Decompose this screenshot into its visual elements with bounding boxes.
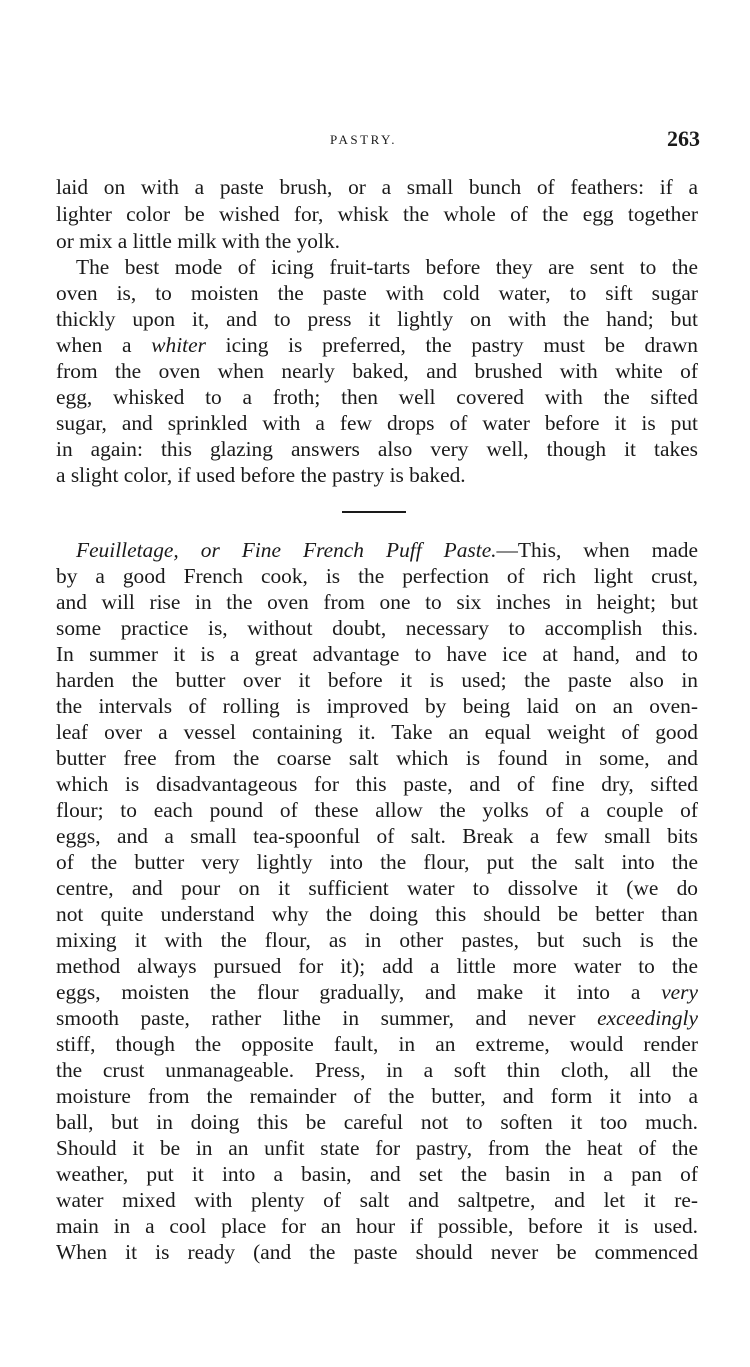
text-segment: smooth paste, rather lithe in summer, and never (56, 1006, 598, 1030)
text-line: Should it be in an unfit state for pastry, from the heat of the (56, 1136, 698, 1160)
text-line: water mixed with plenty of salt and saltpetre, and let it re- (56, 1188, 698, 1212)
text-line: butter free from the coarse salt which is found in some, and (56, 746, 698, 770)
text-line-with-italic (56, 1005, 698, 1031)
text-line: lighter color be wished for, whisk the whole of the egg together (56, 202, 698, 226)
text-line: or mix a little milk with the yolk. (56, 229, 340, 253)
text-line: by a good French cook, is the perfection of rich light crust, (56, 564, 698, 588)
text-line: When it is ready (and the paste should never be commenced (56, 1240, 698, 1264)
text-line: a slight color, if used before the pastry is baked. (56, 463, 466, 487)
text-line: leaf over a vessel containing it. Take an equal weight of good (56, 720, 698, 744)
text-line: and will rise in the oven from one to six inches in height; but (56, 590, 698, 614)
text-line: ball, but in doing this be careful not to soften it too much. (56, 1110, 698, 1134)
text-line: mixing it with the flour, as in other pastes, but such is the (56, 928, 698, 952)
text-line: from the oven when nearly baked, and brushed with white of (56, 359, 698, 383)
text-line: the crust unmanageable. Press, in a soft thin cloth, all the (56, 1058, 698, 1082)
text-segment: —This, when made (496, 538, 698, 562)
text-line-with-title (76, 537, 698, 563)
text-line: weather, put it into a basin, and set the basin in a pan of (56, 1162, 698, 1186)
text-line: of the butter very lightly into the flour, put the salt into the (56, 850, 698, 874)
section-divider (342, 511, 406, 513)
italic-word: whiter (151, 333, 206, 357)
text-line: eggs, and a small tea-spoonful of salt. Break a few small bits (56, 824, 698, 848)
text-line: sugar, and sprinkled with a few drops of water before it is put (56, 411, 698, 435)
text-line: oven is, to moisten the paste with cold water, to sift sugar (56, 281, 698, 305)
text-line: thickly upon it, and to press it lightly on with the hand; but (56, 307, 698, 331)
text-line: In summer it is a great advantage to have ice at hand, and to (56, 642, 698, 666)
text-line: in again: this glazing answers also very well, though it takes (56, 437, 698, 461)
text-line: stiff, though the opposite fault, in an extreme, would render (56, 1032, 698, 1056)
text-line: harden the butter over it before it is used; the paste also in (56, 668, 698, 692)
running-title: PASTRY. (330, 132, 398, 147)
text-line: flour; to each pound of these allow the yolks of a couple of (56, 798, 698, 822)
text-line: not quite understand why the doing this should be better than (56, 902, 698, 926)
text-line: some practice is, without doubt, necessary to accomplish this. (56, 616, 698, 640)
text-line: the intervals of rolling is improved by being laid on an oven- (56, 694, 698, 718)
italic-word: exceedingly (597, 1006, 698, 1030)
text-segment: eggs, moisten the flour gradually, and make it into a (56, 980, 662, 1004)
text-line: main in a cool place for an hour if possible, before it is used. (56, 1214, 698, 1238)
text-line: method always pursued for it); add a little more water to the (56, 954, 698, 978)
text-segment: when a (56, 333, 152, 357)
section-title: Feuilletage, or Fine French Puff Paste. (76, 538, 497, 562)
text-line: The best mode of icing fruit-tarts before they are sent to the (76, 255, 698, 279)
text-line: which is disadvantageous for this paste, and of fine dry, sifted (56, 772, 698, 796)
text-line: laid on with a paste brush, or a small bunch of feathers: if a (56, 175, 698, 199)
page-number: 263 (667, 126, 700, 151)
page-header (0, 126, 750, 156)
italic-word: very (661, 980, 698, 1004)
text-line: egg, whisked to a froth; then well covered with the sifted (56, 385, 698, 409)
text-line: moisture from the remainder of the butter, and form it into a (56, 1084, 698, 1108)
text-line-with-italic (56, 332, 698, 358)
text-line: centre, and pour on it sufficient water to dissolve it (we do (56, 876, 698, 900)
text-line-with-italic (56, 979, 698, 1005)
text-segment: icing is preferred, the pastry must be drawn (205, 333, 698, 357)
